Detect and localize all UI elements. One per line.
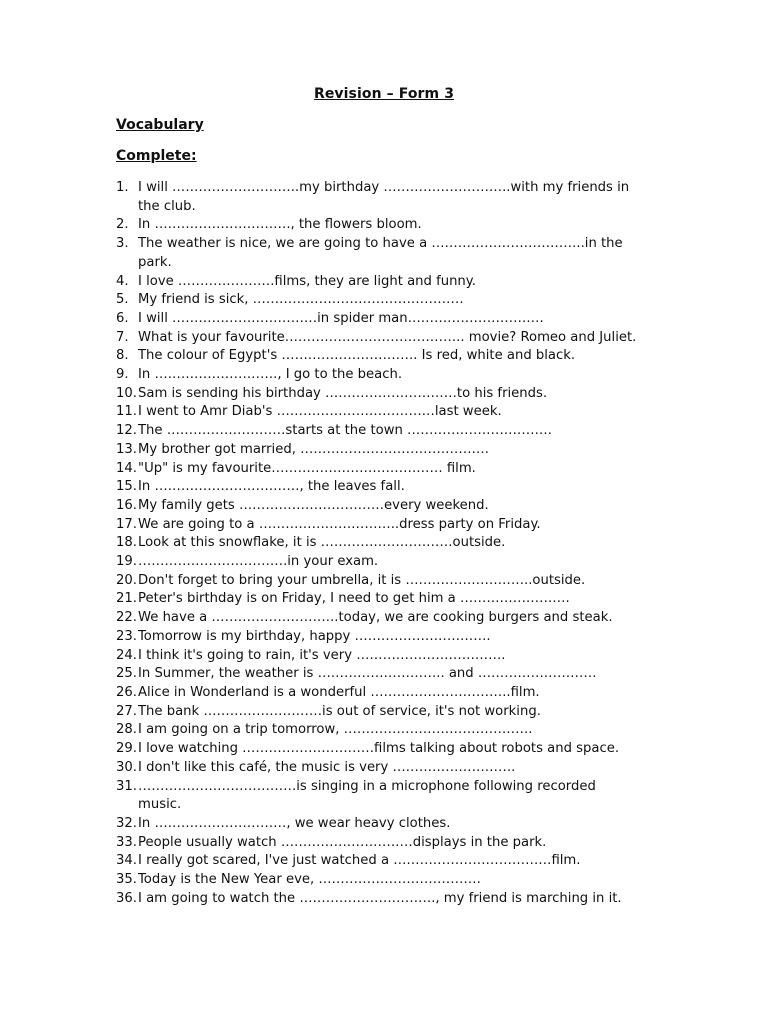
item-number: 33. — [116, 834, 137, 850]
item-text: We have a ………………………..today, we are cooking burgers and steak. — [138, 610, 613, 626]
item-text: People usually watch …………………………displays in the park. — [138, 834, 547, 850]
item-text: My friend is sick, ………………………………………… — [138, 292, 464, 308]
exercise-item — [116, 366, 676, 385]
exercise-item — [116, 665, 676, 684]
exercise-item — [116, 647, 676, 666]
item-number: 5. — [116, 292, 129, 308]
item-number: 32. — [116, 815, 137, 831]
item-number: 15. — [116, 479, 137, 495]
exercise-item — [116, 703, 676, 722]
item-text: Don't forget to bring your umbrella, it is ………………………..outside. — [138, 572, 586, 588]
item-text: The colour of Egypt's …………………………. Is red, white and black. — [138, 348, 576, 364]
exercise-item — [116, 534, 676, 553]
item-number: 9. — [116, 367, 129, 383]
exercise-item — [116, 759, 676, 778]
exercise-item — [116, 403, 676, 422]
item-number: 7. — [116, 329, 129, 345]
exercise-item — [116, 572, 676, 591]
item-number: 6. — [116, 310, 129, 326]
exercise-item — [116, 609, 676, 628]
item-number: 26. — [116, 684, 137, 700]
item-number: 4. — [116, 273, 129, 289]
item-text: In …………………………, we wear heavy clothes. — [138, 815, 451, 831]
item-number: 12. — [116, 423, 137, 439]
exercise-item — [116, 235, 676, 272]
exercise-item — [116, 422, 676, 441]
item-number: 10. — [116, 385, 137, 401]
item-number: 16. — [116, 497, 137, 513]
exercise-item — [116, 441, 676, 460]
item-text: In Summer, the weather is ……………………….. and ……………………… — [138, 666, 597, 682]
item-number: 18. — [116, 535, 137, 551]
item-number: 2. — [116, 217, 129, 233]
item-text: Peter's birthday is on Friday, I need to get him a ……………………. — [138, 591, 570, 607]
section-heading: Vocabulary — [116, 117, 204, 133]
item-number: 21. — [116, 591, 137, 607]
item-number: 22. — [116, 610, 137, 626]
item-text: I love ………………….films, they are light and funny. — [138, 273, 476, 289]
item-text: My family gets ……………………………every weekend. — [138, 497, 489, 513]
item-text: In ………………………., I go to the beach. — [138, 367, 403, 383]
item-number: 20. — [116, 572, 137, 588]
exercise-item — [116, 553, 676, 572]
task-heading: Complete: — [116, 148, 197, 164]
item-text: I don't like this café, the music is very ………………………. — [138, 759, 516, 775]
exercise-item — [116, 516, 676, 535]
item-number: 29. — [116, 741, 137, 757]
item-text: In ……………………………, the leaves fall. — [138, 479, 405, 495]
exercise-item — [116, 216, 676, 235]
item-text: I went to Amr Diab's ………………………………last week. — [138, 404, 502, 420]
item-text: I love watching …………………………films talking about robots and space. — [138, 741, 620, 757]
item-text: Alice in Wonderland is a wonderful …………………………..film. — [138, 684, 540, 700]
item-text: I am going on a trip tomorrow, ……………………………………. — [138, 722, 533, 738]
item-text: The bank ………………………is out of service, it's not working. — [138, 703, 541, 719]
exercise-item — [116, 179, 676, 216]
item-number: 13. — [116, 441, 137, 457]
item-number: 27. — [116, 703, 137, 719]
item-text: Today is the New Year eve, ………………………………. — [138, 872, 481, 888]
exercise-item — [116, 890, 676, 909]
exercise-list — [116, 179, 676, 908]
exercise-item — [116, 273, 676, 292]
exercise-item — [116, 310, 676, 329]
exercise-item — [116, 778, 676, 815]
item-number: 14. — [116, 460, 137, 476]
item-text: I will ……………………………in spider man…………………………. — [138, 310, 544, 326]
item-number: 17. — [116, 516, 137, 532]
item-text: "Up" is my favourite………………………………… film. — [138, 460, 476, 476]
item-number: 19. — [116, 554, 137, 570]
item-text: I am going to watch the …………………………., my friend is marching in it. — [138, 890, 622, 906]
item-text: The ………………………starts at the town …………………………… — [138, 423, 553, 439]
exercise-item — [116, 815, 676, 834]
exercise-item — [116, 291, 676, 310]
exercise-item — [116, 740, 676, 759]
item-number: 36. — [116, 890, 137, 906]
item-number: 31. — [116, 778, 137, 794]
item-text: Sam is sending his birthday …………………………to his friends. — [138, 385, 548, 401]
item-text: I think it's going to rain, it's very ……………………………. — [138, 647, 506, 663]
exercise-item — [116, 628, 676, 647]
exercise-item — [116, 460, 676, 479]
item-text: We are going to a …………………………..dress party on Friday. — [138, 516, 541, 532]
item-text: In …………………………., the flowers bloom. — [138, 217, 422, 233]
item-number: 23. — [116, 628, 137, 644]
item-number: 1. — [116, 180, 129, 195]
exercise-item — [116, 852, 676, 871]
exercise-item — [116, 329, 676, 348]
item-number: 25. — [116, 666, 137, 682]
exercise-item — [116, 871, 676, 890]
item-text: The weather is nice, we are going to have a ……………………………..in the park. — [138, 236, 623, 270]
item-text: Tomorrow is my birthday, happy …………………………. — [138, 628, 491, 644]
item-text: My brother got married, ……………………………………. — [138, 441, 489, 457]
exercise-item — [116, 684, 676, 703]
exercise-item — [116, 721, 676, 740]
item-number: 24. — [116, 647, 137, 663]
exercise-item — [116, 834, 676, 853]
item-number: 30. — [116, 759, 137, 775]
item-text: I will ………………………..my birthday ………………………..with my friends in the club. — [138, 180, 630, 214]
item-number: 28. — [116, 722, 137, 738]
item-number: 8. — [116, 348, 129, 364]
item-number: 11. — [116, 404, 137, 420]
item-number: 3. — [116, 236, 129, 252]
item-text: Look at this snowflake, it is …………………………outside. — [138, 535, 506, 551]
item-text: I really got scared, I've just watched a ………………………………film. — [138, 853, 581, 869]
item-text: ………………………………is singing in a microphone following recorded music. — [138, 778, 596, 813]
exercise-item — [116, 385, 676, 404]
exercise-item — [116, 478, 676, 497]
page-title: Revision – Form 3 — [313, 86, 455, 102]
item-text: What is your favourite………………………………….. movie? Romeo and Juliet. — [138, 329, 637, 345]
exercise-item — [116, 497, 676, 516]
item-number: 34. — [116, 853, 137, 869]
exercise-item — [116, 347, 676, 366]
item-number: 35. — [116, 872, 137, 888]
exercise-item — [116, 590, 676, 609]
item-text: …………………………….in your exam. — [138, 554, 379, 570]
